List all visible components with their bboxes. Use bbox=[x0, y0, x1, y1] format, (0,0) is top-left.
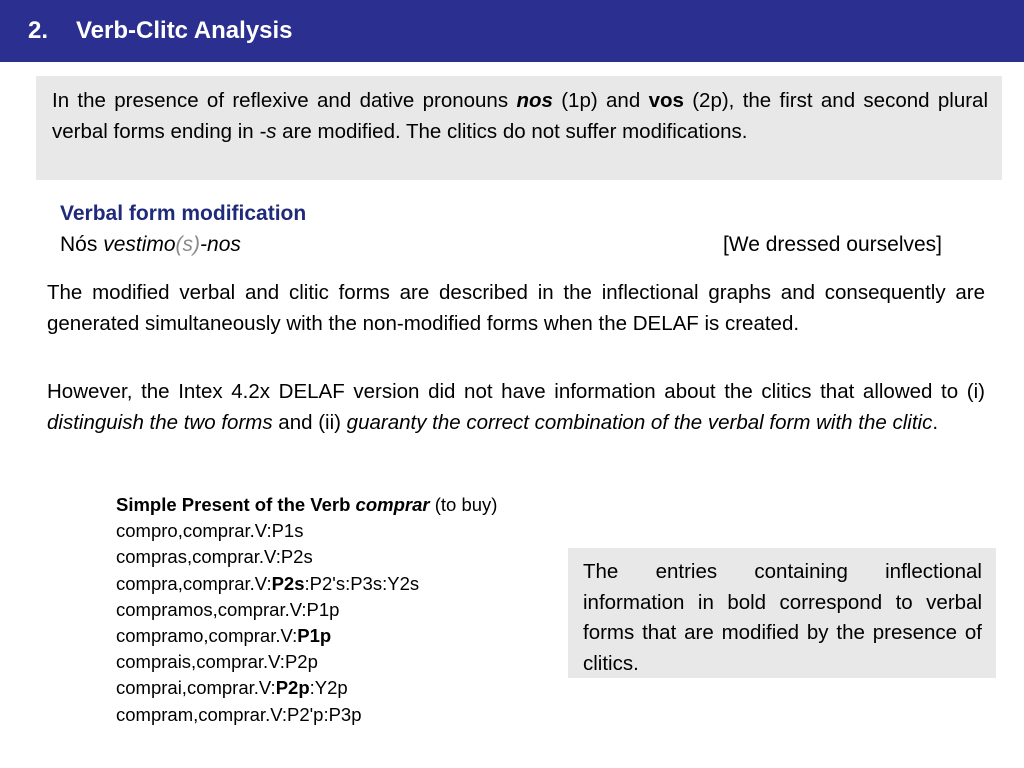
list-item bbox=[116, 571, 497, 597]
entry-post: :Y2p bbox=[309, 677, 348, 699]
example-sentence bbox=[60, 233, 241, 257]
para2-part1: However, the Intex 4.2x DELAF version did not have information about the clitics that allowed to (i) bbox=[47, 380, 985, 403]
entry-post: :P2's:P3s:Y2s bbox=[304, 572, 420, 594]
list-item bbox=[116, 518, 497, 544]
section-heading: Verbal form modification bbox=[60, 202, 307, 225]
list-item bbox=[116, 702, 497, 728]
example-subject: Nós bbox=[60, 233, 104, 256]
example-verb-s: (s) bbox=[175, 233, 201, 256]
note-text: The entries containing inflectional information in bold correspond to verbal forms that are modified by the presence of clitics. bbox=[583, 560, 982, 675]
list-heading-text: Simple Present of the Verb bbox=[116, 494, 356, 515]
para2-part3: . bbox=[932, 410, 939, 434]
intro-text bbox=[52, 86, 988, 147]
intro-part1: In the presence of reflexive and dative pronouns bbox=[52, 89, 517, 112]
list-item bbox=[116, 623, 497, 649]
entry-pre: comprai,comprar.V: bbox=[116, 677, 276, 699]
example-translation: [We dressed ourselves] bbox=[722, 233, 942, 256]
example-verb: vestimo bbox=[103, 233, 176, 256]
list-heading-gloss: (to buy) bbox=[429, 494, 498, 515]
section-number: 2. bbox=[28, 17, 49, 44]
intro-vos: vos bbox=[648, 89, 684, 112]
list-heading bbox=[116, 492, 497, 518]
para2-em1: distinguish the two forms bbox=[47, 410, 273, 434]
note-box bbox=[568, 548, 996, 678]
list-item bbox=[116, 597, 497, 623]
entry-pre: compramo,comprar.V: bbox=[116, 625, 298, 647]
entry-bold: P2p bbox=[275, 677, 310, 699]
intro-part4: are modified. The clitics do not suffer modifications. bbox=[276, 119, 748, 143]
paragraph-2 bbox=[47, 377, 985, 438]
page-title: Verb-Clitc Analysis bbox=[76, 17, 293, 44]
title-bar bbox=[0, 0, 1024, 62]
para2-part2: and (ii) bbox=[272, 410, 347, 434]
list-item bbox=[116, 649, 497, 675]
para2-em2: guaranty the correct combination of the verbal form with the clitic bbox=[346, 410, 933, 434]
list-item bbox=[116, 675, 497, 701]
example-clitic: -nos bbox=[200, 233, 241, 256]
entry-pre: compram,comprar.V:P2'p:P3p bbox=[116, 703, 362, 725]
intro-suffix: -s bbox=[259, 119, 277, 143]
intro-box bbox=[36, 76, 1002, 180]
list-item bbox=[116, 544, 497, 570]
entry-pre: compro,comprar.V:P1s bbox=[116, 520, 304, 542]
entry-pre: compra,comprar.V: bbox=[116, 572, 272, 594]
list-heading-verb: comprar bbox=[355, 494, 430, 515]
entry-pre: compramos,comprar.V:P1p bbox=[116, 598, 340, 620]
conjugation-list bbox=[116, 492, 497, 728]
paragraph-1: The modified verbal and clitic forms are described in the inflectional graphs and consequently are generated simultaneously with the non-modified forms when the DELAF is created. bbox=[47, 281, 985, 335]
intro-part2: (1p) and bbox=[552, 89, 649, 112]
entry-bold: P2s bbox=[271, 572, 305, 594]
intro-nos: nos bbox=[516, 89, 553, 112]
intro-part3: (2p), the first and second plural verbal forms ending in bbox=[52, 89, 989, 143]
entry-pre: compras,comprar.V:P2s bbox=[116, 546, 313, 568]
entry-bold: P1p bbox=[297, 625, 332, 647]
entry-pre: comprais,comprar.V:P2p bbox=[116, 651, 318, 673]
